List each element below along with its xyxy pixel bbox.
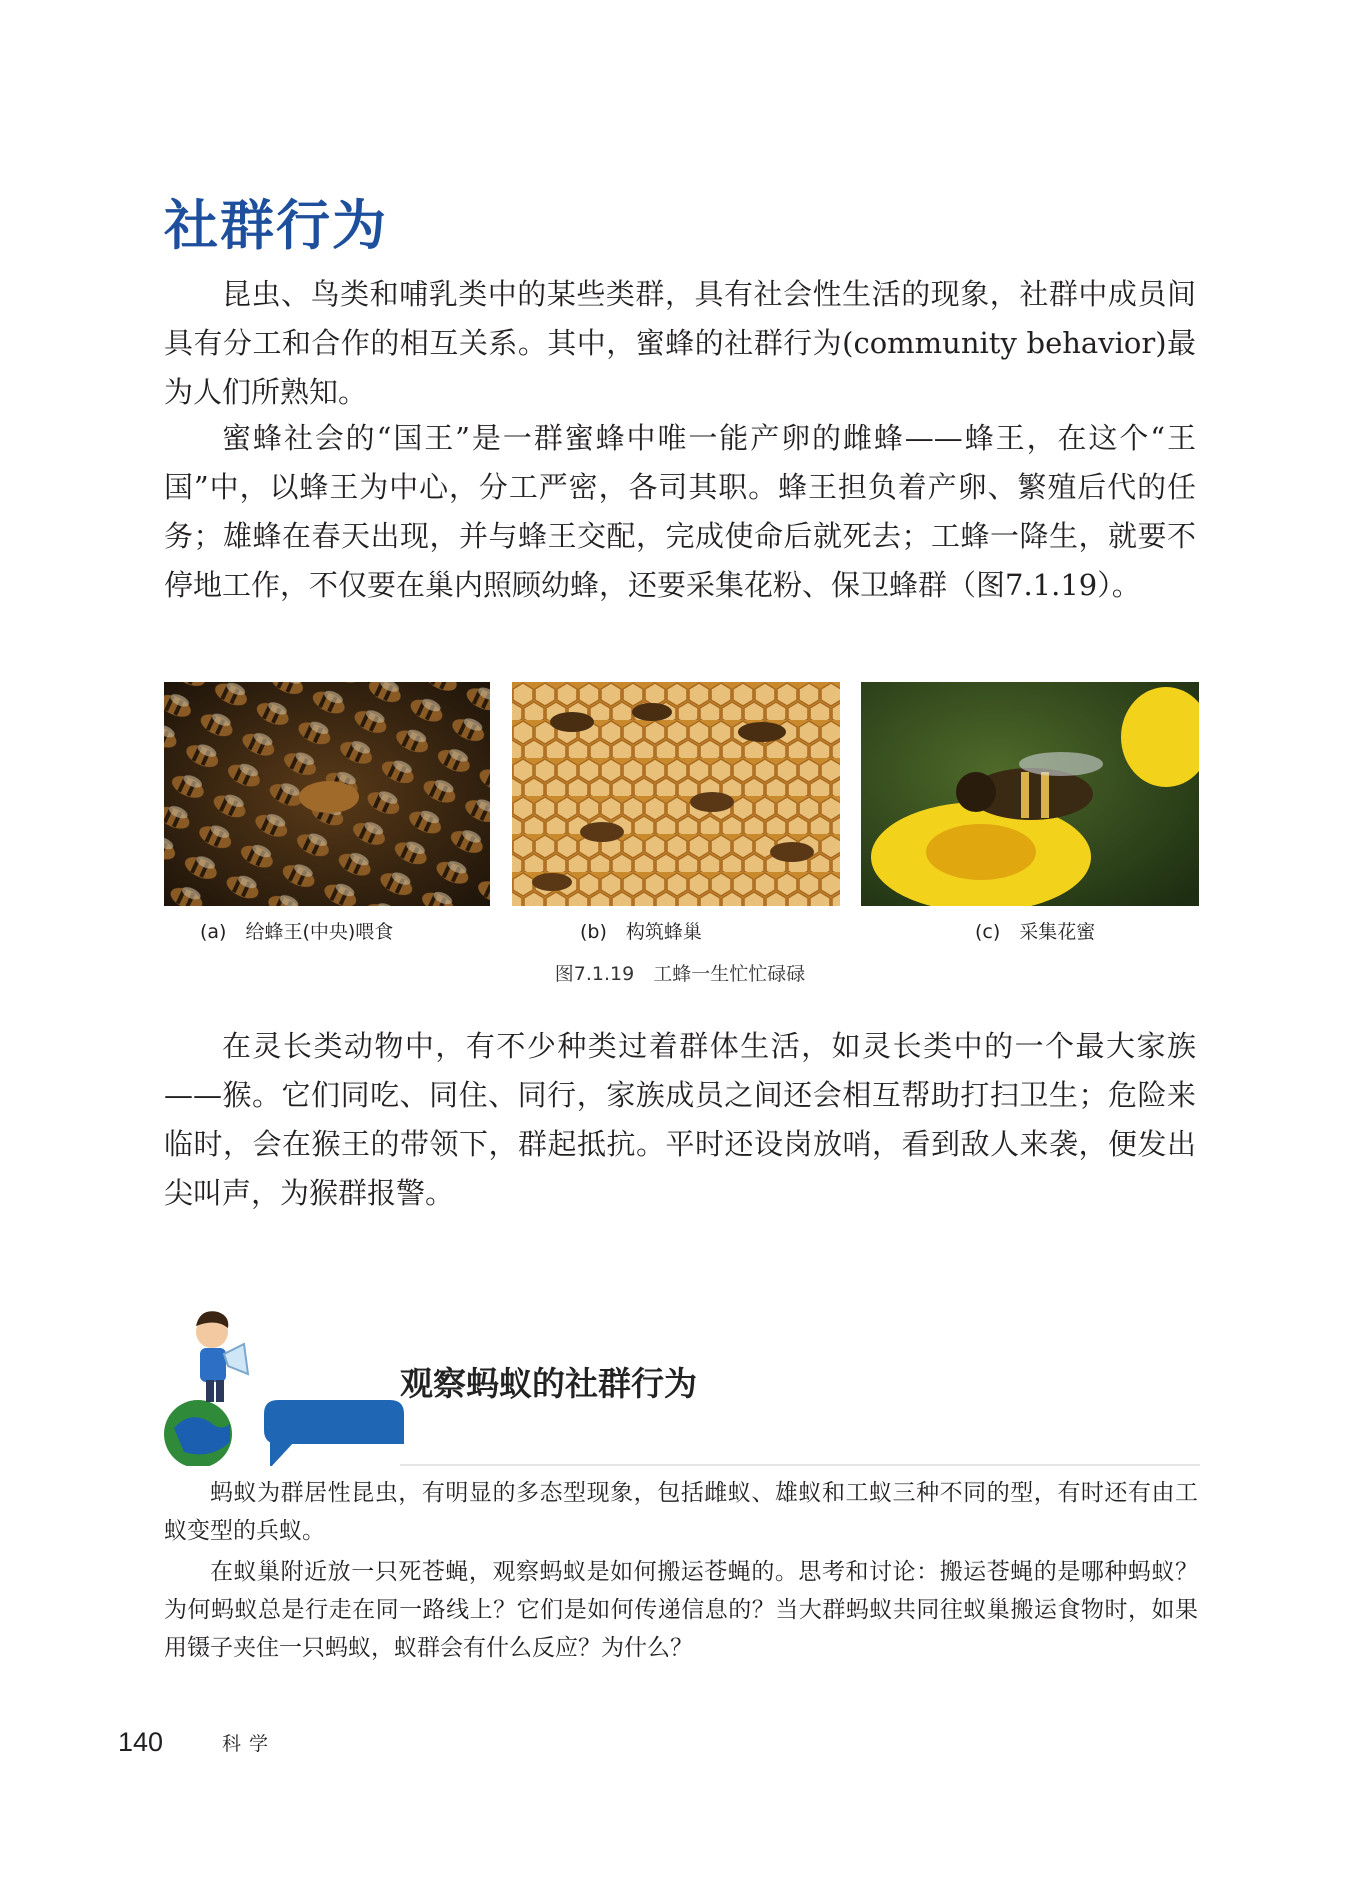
page-title: 社群行为 [164,194,388,257]
photo-feeding-queen [164,682,490,906]
page-number: 140 [118,1727,164,1757]
paragraph-primates: 在灵长类动物中，有不少种类过着群体生活，如灵长类中的一个最大家族——猴。它们同吃、同住、同行，家族成员之间还会相互帮助打扫卫生；危险来临时，会在猴王的带领下，群起抵抗。平时还设岗放哨，看到敌人来袭，便发出尖叫声，为猴群报警。 [164,1029,1196,1210]
activity-paragraph-ants: 蚂蚁为群居性昆虫，有明显的多态型现象，包括雌蚁、雄蚁和工蚁三种不同的型，有时还有由工蚁变型的兵蚁。 [164,1480,1198,1544]
activity-banner [160,1282,1200,1466]
activity-title: 观察蚂蚁的社群行为 [400,1364,697,1403]
activity-label: 活动 [287,1359,367,1405]
caption-b: (b) 构筑蜂巢 [580,921,702,943]
cartoon-boy-icon [196,1311,248,1402]
figure-title: 图7.1.19 工蜂一生忙忙碌碌 [554,963,806,985]
subject-label: 科学 [222,1733,277,1755]
photo-collecting-nectar [861,682,1199,906]
activity-paragraph-experiment: 在蚁巢附近放一只死苍蝇，观察蚂蚁是如何搬运苍蝇的。思考和讨论：搬运苍蝇的是哪种蚂蚁？为何蚂蚁总是行走在同一路线上？它们是如何传递信息的？当大群蚂蚁共同往蚁巢搬运食物时，如果用镊子夹住一只蚂蚁，蚁群会有什么反应？为什么？ [164,1559,1198,1661]
paragraph-bee-society: 蜜蜂社会的“国王”是一群蜜蜂中唯一能产卵的雌蜂——蜂王，在这个“王国”中，以蜂王为中心，分工严密，各司其职。蜂王担负着产卵、繁殖后代的任务；雄蜂在春天出现，并与蜂王交配，完成使命后就死去；工蜂一降生，就要不停地工作，不仅要在巢内照顾幼蜂，还要采集花粉、保卫蜂群（图7.1.19）。 [164,421,1196,602]
photo-building-comb [512,682,840,906]
paragraph-bee-intro: 昆虫、鸟类和哺乳类中的某些类群，具有社会性生活的现象，社群中成员间具有分工和合作的相互关系。其中，蜜蜂的社群行为(community behavior)最为人们所熟知。 [164,277,1196,409]
caption-c: (c) 采集花蜜 [975,921,1096,943]
caption-a: (a) 给蜂王(中央)喂食 [200,921,394,943]
